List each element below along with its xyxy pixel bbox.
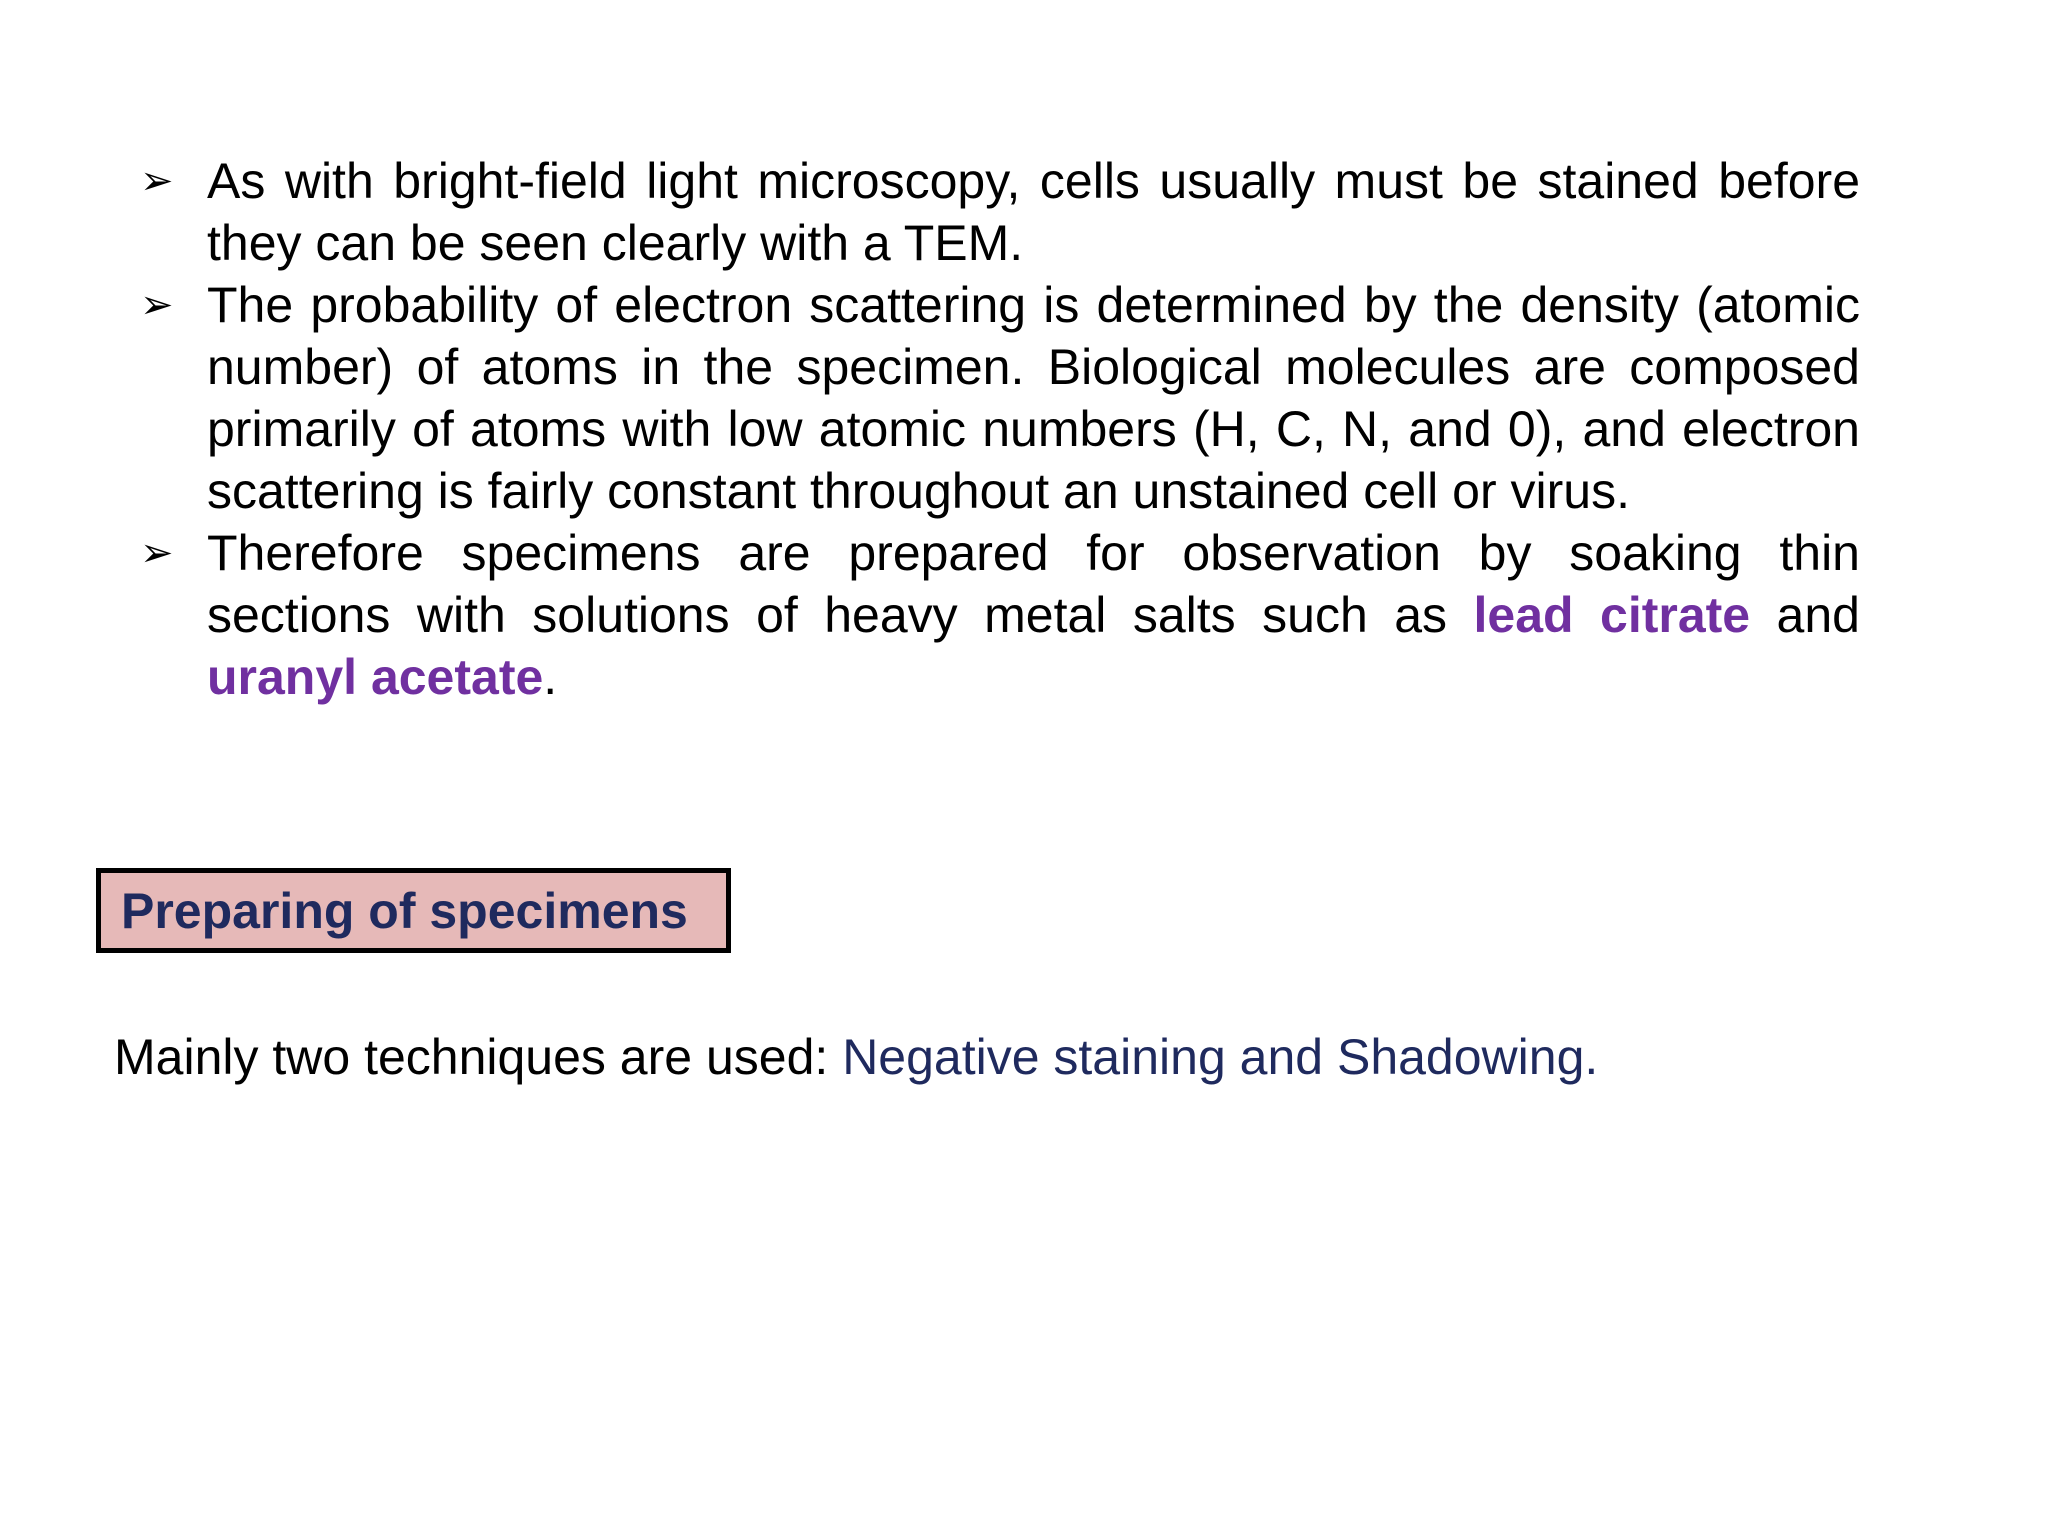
bullet-list bbox=[140, 150, 1860, 708]
summary-line bbox=[114, 1026, 1598, 1088]
arrow-bullet-icon: ➢ bbox=[140, 159, 174, 203]
arrow-bullet-icon: ➢ bbox=[140, 531, 174, 575]
bullet-item bbox=[140, 274, 1860, 522]
highlight-lead-citrate: lead citrate bbox=[1473, 587, 1751, 643]
section-title: Preparing of specimens bbox=[121, 882, 688, 939]
section-heading-box bbox=[96, 868, 731, 953]
bullet-text-end: . bbox=[543, 649, 558, 705]
bullet-item bbox=[140, 522, 1860, 708]
summary-techniques: Negative staining and Shadowing. bbox=[842, 1029, 1599, 1085]
bullet-item bbox=[140, 150, 1860, 274]
bullet-text-lead: Therefore specimens are prepared for observation by soaking thin sections with solutions of heavy metal salts such as bbox=[207, 525, 1860, 643]
bullet-text: As with bright-field light microscopy, cells usually must be stained before they can be seen clearly with a TEM. bbox=[207, 153, 1860, 271]
summary-lead: Mainly two techniques are used: bbox=[114, 1029, 843, 1085]
bullet-text: The probability of electron scattering is determined by the density (atomic number) of atoms in the specimen. Biological molecules are composed primarily of atoms with low atomic numbers (H, C, N, and 0), and electron scattering is fairly constant throughout an unstained cell or virus. bbox=[207, 277, 1860, 519]
highlight-uranyl-acetate: uranyl acetate bbox=[207, 649, 544, 705]
arrow-bullet-icon: ➢ bbox=[140, 283, 174, 327]
bullet-text-middle: and bbox=[1750, 587, 1860, 643]
